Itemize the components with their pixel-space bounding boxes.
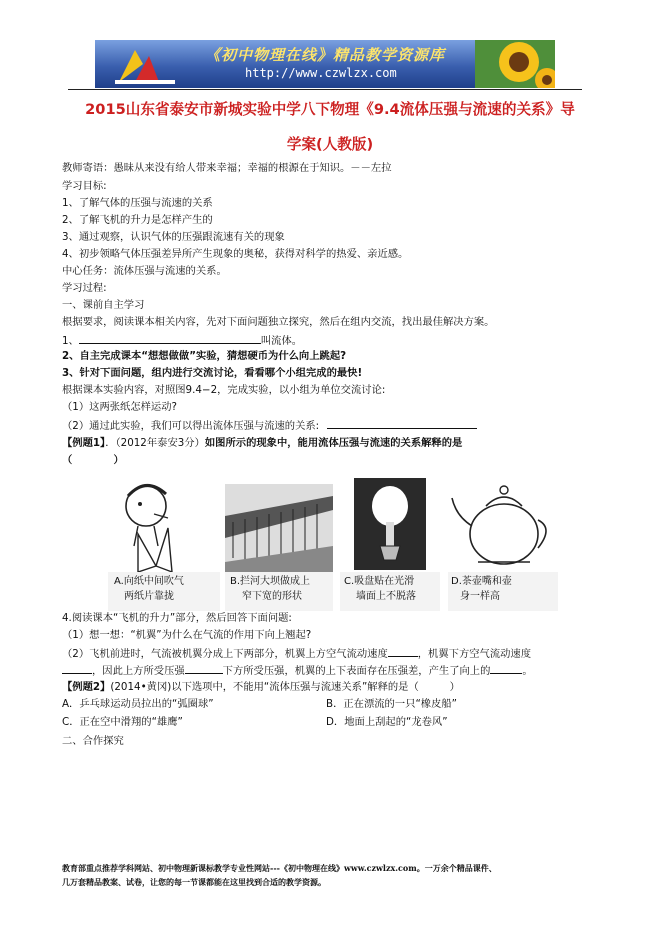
ex1-source: ．（2012年泰安3分） [105,437,205,449]
site-banner [95,40,555,88]
goal-3: 3、通过观察，认识气体的压强跟流速有关的现象 [62,231,285,243]
caption-d-line2: 身一样高 [460,591,500,602]
central-task: 中心任务：流体压强与流速的关系。 [62,265,227,277]
ex2-label: 【例题2】 [62,681,111,693]
part-2-heading: 二、合作探究 [62,735,124,747]
q4b-blank-4[interactable] [490,663,522,674]
question-4a: （1）想一想：“机翼”为什么在气流的作用下向上翘起? [62,629,312,641]
caption-c-line1: C.吸盘贴在光滑 [344,576,415,587]
question-3a: （1）这两张纸怎样运动? [62,401,177,413]
ex1-answer-blank[interactable]: （ ） [62,454,124,466]
q4b-part1: （2）飞机前进时，气流被机翼分成上下两部分，机翼上方空气流动速度 [62,648,388,660]
q4b-blank-1[interactable] [388,646,418,657]
question-3: 3、针对下面问题，组内进行交流讨论，看看哪个小组完成的最快! [62,367,363,379]
q1-tail: 叫流体。 [260,335,303,347]
ex2-option-d[interactable]: D．地面上刮起的“龙卷风” [326,716,448,728]
header-rule [68,89,582,90]
footer-line1: 教育部重点推荐学科网站、初中物理新课标教学专业性网站---《初中物理在线》www.czwlzx.com。一万余个精品课件、 [62,863,497,873]
question-2: 2、自主完成课本“想想做做”实验，猜想硬币为什么向上跳起? [62,350,347,362]
page-title-line2: 学案(人教版) [286,136,374,153]
example-1 [62,437,462,450]
q3b-blank[interactable] [327,418,477,429]
caption-d-line1: D.茶壶嘴和壶 [451,576,512,587]
example-2 [62,681,460,694]
footer-line2: 几万套精品教案、试卷，让您的每一节课都能在这里找到合适的教学资源。 [62,877,326,887]
banner-url[interactable]: http://www.czwlzx.com [245,66,397,80]
ex2-option-b[interactable]: B．正在漂流的一只“橡皮船” [326,698,457,710]
q1-number: 1、 [62,335,79,347]
q3b-text: （2）通过此实验，我们可以得出流体压强与流速的关系: [62,420,320,432]
part-1-heading: 一、课前自主学习 [62,299,145,311]
sunflower-icon [475,40,555,88]
ex1-label: 【例题1】 [62,437,106,449]
goals-heading: 学习目标: [62,180,107,192]
caption-a-line2: 两纸片靠拢 [124,591,174,602]
question-4b-line1 [62,646,531,661]
banner-title: 《初中物理在线》精品教学资源库 [205,46,446,64]
caption-b-line1: B.拦河大坝做成上 [230,576,311,587]
goal-4: 4、初步领略气体压强差异所产生现象的奥秘，获得对科学的热爱、亲近感。 [62,248,409,260]
question-1 [62,333,302,348]
q4b-blank-2[interactable] [62,663,92,674]
instructions: 根据要求，阅读课本相关内容，先对下面问题独立探究，然后在组内交流，找出最佳解决方案。 [62,316,495,328]
ex2-text: (2014•黄冈)以下选项中，不能用“流体压强与流速关系”解释的是（ ） [110,681,460,693]
caption-a-line1: A.向纸中间吹气 [114,576,184,587]
ex2-option-c[interactable]: C．正在空中滑翔的“雄鹰” [62,716,183,728]
ex2-option-a[interactable]: A．乒乓球运动员拉出的“弧圈球” [62,698,214,710]
site-logo-icon [115,46,175,84]
process-heading: 学习过程: [62,282,107,294]
q4b-part4: 下方所受压强，机翼的上下表面存在压强差，产生了向上的 [222,665,491,677]
ex1-text: 如图所示的现象中，能用流体压强与流速的关系解释的是 [204,437,463,449]
question-3b [62,418,477,433]
caption-c-line2: 墙面上不脱落 [356,591,416,602]
q4b-part5: 。 [522,665,533,677]
question-3-intro: 根据课本实验内容，对照图9.4−2，完成实验，以小组为单位交流讨论: [62,384,386,396]
teacher-motto: 教师寄语：愚昧从来没有给人带来幸福；幸福的根源在于知识。－－左拉 [62,162,392,174]
q4b-part3: ，因此上方所受压强 [92,665,185,677]
q4b-part2: ，机翼下方空气流动速度 [417,648,532,660]
q1-blank[interactable] [79,333,261,344]
question-4b-line2 [62,663,533,678]
q4b-blank-3[interactable] [185,663,223,674]
goal-1: 1、了解气体的压强与流速的关系 [62,197,213,209]
caption-b-line2: 窄下宽的形状 [242,591,302,602]
question-4: 4.阅读课本“飞机的升力”部分，然后回答下面问题: [62,612,292,624]
goal-2: 2、了解飞机的升力是怎样产生的 [62,214,213,226]
page-title-line1: 2015山东省泰安市新城实验中学八下物理《9.4流体压强与流速的关系》导 [85,101,575,118]
